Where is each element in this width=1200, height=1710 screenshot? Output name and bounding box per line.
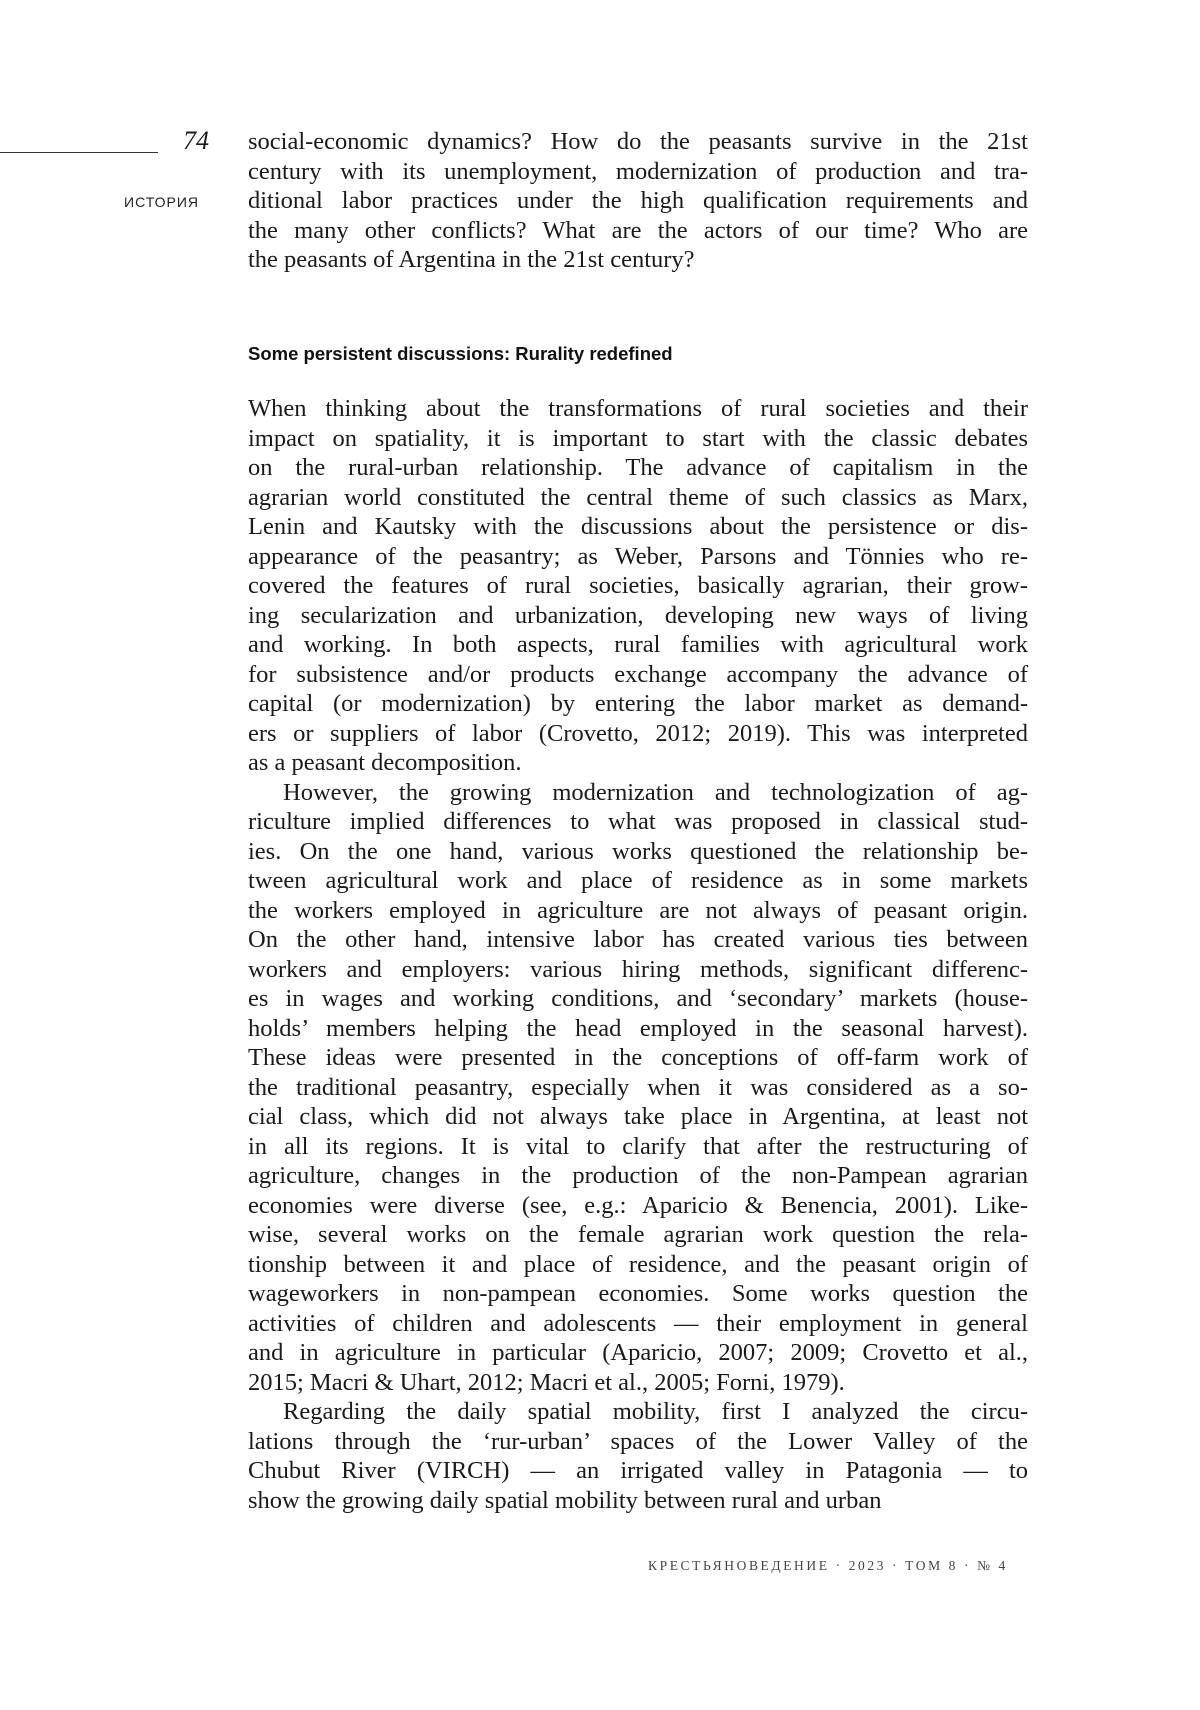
text-line: impact on spatiality, it is important to start with the classic debates: [248, 424, 1028, 454]
text-line: the workers employed in agriculture are not always of peasant origin.: [248, 896, 1028, 926]
text-line: ditional labor practices under the high qualification requirements and: [248, 186, 1028, 216]
text-line: covered the features of rural societies, basically agrarian, their grow-: [248, 571, 1028, 601]
text-line: workers and employers: various hiring methods, significant differenc-: [248, 955, 1028, 985]
text-line: When thinking about the transformations of rural societies and their: [248, 394, 1028, 424]
text-line: social-economic dynamics? How do the peasants survive in the 21st: [248, 127, 1028, 157]
text-line: However, the growing modernization and technologization of ag-: [248, 778, 1028, 808]
text-line: lations through the ‘rur-urban’ spaces of the Lower Valley of the: [248, 1427, 1028, 1457]
text-line: ies. On the one hand, various works questioned the relationship be-: [248, 837, 1028, 867]
text-line: the many other conflicts? What are the actors of our time? Who are: [248, 216, 1028, 246]
text-line: tionship between it and place of residence, and the peasant origin of: [248, 1250, 1028, 1280]
text-line: es in wages and working conditions, and ‘secondary’ markets (house-: [248, 984, 1028, 1014]
text-line: riculture implied differences to what was proposed in classical stud-: [248, 807, 1028, 837]
page-number: 74: [183, 126, 209, 156]
text-line: cial class, which did not always take place in Argentina, at least not: [248, 1102, 1028, 1132]
text-line: holds’ members helping the head employed in the seasonal harvest).: [248, 1014, 1028, 1044]
text-line: agriculture, changes in the production of the non-Pampean agrarian: [248, 1161, 1028, 1191]
text-line: economies were diverse (see, e.g.: Aparicio & Benencia, 2001). Like-: [248, 1191, 1028, 1221]
text-line: the peasants of Argentina in the 21st century?: [248, 245, 1028, 275]
text-line: and working. In both aspects, rural families with agricultural work: [248, 630, 1028, 660]
text-line: on the rural-urban relationship. The advance of capitalism in the: [248, 453, 1028, 483]
text-line: show the growing daily spatial mobility between rural and urban: [248, 1486, 1028, 1516]
text-line: agrarian world constituted the central theme of such classics as Marx,: [248, 483, 1028, 513]
text-line: 2015; Macri & Uhart, 2012; Macri et al., 2005; Forni, 1979).: [248, 1368, 1028, 1398]
header-rule: [0, 152, 158, 153]
text-line: as a peasant decomposition.: [248, 748, 1028, 778]
text-line: wageworkers in non-pampean economies. Some works question the: [248, 1279, 1028, 1309]
section-label: ИСТОРИЯ: [124, 192, 199, 212]
text-line: On the other hand, intensive labor has created various ties between: [248, 925, 1028, 955]
text-line: ing secularization and urbanization, developing new ways of living: [248, 601, 1028, 631]
text-line: and in agriculture in particular (Aparicio, 2007; 2009; Crovetto et al.,: [248, 1338, 1028, 1368]
text-line: tween agricultural work and place of residence as in some markets: [248, 866, 1028, 896]
text-line: ers or suppliers of labor (Crovetto, 2012; 2019). This was interpreted: [248, 719, 1028, 749]
body-text: [248, 394, 1028, 1515]
intro-paragraph: [248, 127, 1028, 275]
text-line: in all its regions. It is vital to clarify that after the restructuring of: [248, 1132, 1028, 1162]
text-line: wise, several works on the female agrarian work question the rela-: [248, 1220, 1028, 1250]
text-line: These ideas were presented in the conceptions of off-farm work of: [248, 1043, 1028, 1073]
text-line: appearance of the peasantry; as Weber, Parsons and Tönnies who re-: [248, 542, 1028, 572]
text-line: for subsistence and/or products exchange accompany the advance of: [248, 660, 1028, 690]
text-line: Regarding the daily spatial mobility, first I analyzed the circu-: [248, 1397, 1028, 1427]
journal-footer: КРЕСТЬЯНОВЕДЕНИЕ · 2023 · ТОМ 8 · № 4: [648, 1556, 1008, 1576]
section-heading: Some persistent discussions: Rurality redefined: [248, 340, 673, 368]
text-line: the traditional peasantry, especially when it was considered as a so-: [248, 1073, 1028, 1103]
text-line: Lenin and Kautsky with the discussions about the persistence or dis-: [248, 512, 1028, 542]
text-line: century with its unemployment, modernization of production and tra-: [248, 157, 1028, 187]
text-line: capital (or modernization) by entering the labor market as demand-: [248, 689, 1028, 719]
text-line: Chubut River (VIRCH) — an irrigated valley in Patagonia — to: [248, 1456, 1028, 1486]
text-line: activities of children and adolescents — their employment in general: [248, 1309, 1028, 1339]
